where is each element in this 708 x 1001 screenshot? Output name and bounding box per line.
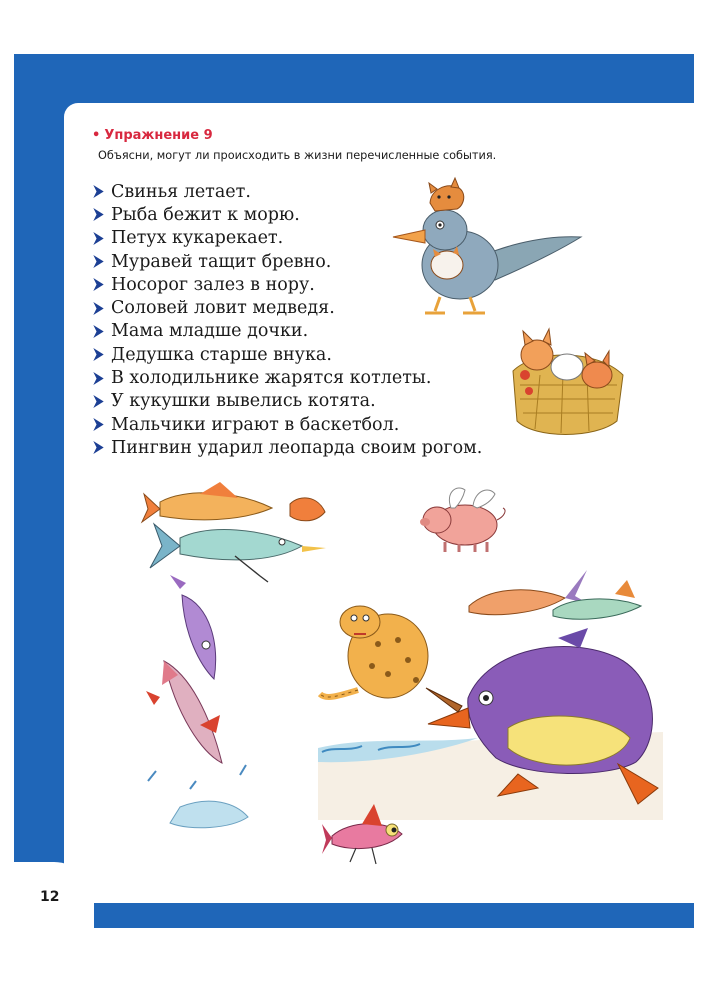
statement-text: Мальчики играют в баскетбол.	[111, 414, 400, 435]
arrow-bullet-icon	[92, 418, 105, 431]
small-fish-illustration	[322, 800, 414, 870]
statement-text: Носорог залез в нору.	[111, 274, 315, 295]
arrow-bullet-icon	[92, 395, 105, 408]
page-number: 12	[40, 889, 60, 905]
bullet-icon: •	[92, 128, 101, 143]
arrow-bullet-icon	[92, 441, 105, 454]
arrow-bullet-icon	[92, 278, 105, 291]
arrow-bullet-icon	[92, 348, 105, 361]
arrow-bullet-icon	[92, 302, 105, 315]
penguin-with-horn-illustration	[318, 628, 663, 820]
list-item	[92, 413, 482, 436]
list-item	[92, 366, 482, 389]
arrow-bullet-icon	[92, 185, 105, 198]
flying-pig-illustration	[415, 480, 510, 555]
list-item	[92, 343, 482, 366]
cuckoo-with-kittens-illustration	[385, 175, 585, 323]
exercise-title	[92, 128, 213, 143]
jumping-fish-illustration	[140, 575, 250, 845]
statement-text: Соловей ловит медведя.	[111, 298, 335, 319]
arrow-bullet-icon	[92, 325, 105, 338]
statement-text: Рыба бежит к морю.	[111, 204, 300, 225]
list-item	[92, 436, 482, 459]
statement-text: Свинья летает.	[111, 181, 251, 202]
exercise-title-text: Упражнение 9	[104, 128, 213, 143]
arrow-bullet-icon	[92, 208, 105, 221]
statement-text: У кукушки вывелись котята.	[111, 391, 376, 412]
list-item	[92, 390, 482, 413]
statement-text: Пингвин ударил леопарда своим рогом.	[111, 437, 483, 458]
kittens-in-basket-illustration	[505, 325, 625, 443]
statement-text: Петух кукарекает.	[111, 228, 284, 249]
statement-text: Дедушка старше внука.	[111, 344, 332, 365]
statement-text: В холодильнике жарятся котлеты.	[111, 368, 432, 389]
statement-text: Мама младше дочки.	[111, 321, 309, 342]
fish-pair-illustration	[465, 566, 645, 630]
arrow-bullet-icon	[92, 255, 105, 268]
statement-text: Муравей тащит бревно.	[111, 251, 332, 272]
list-item	[92, 320, 482, 343]
arrow-bullet-icon	[92, 232, 105, 245]
exercise-instruction: Объясни, могут ли происходить в жизни перечисленные события.	[98, 149, 497, 162]
arrow-bullet-icon	[92, 372, 105, 385]
